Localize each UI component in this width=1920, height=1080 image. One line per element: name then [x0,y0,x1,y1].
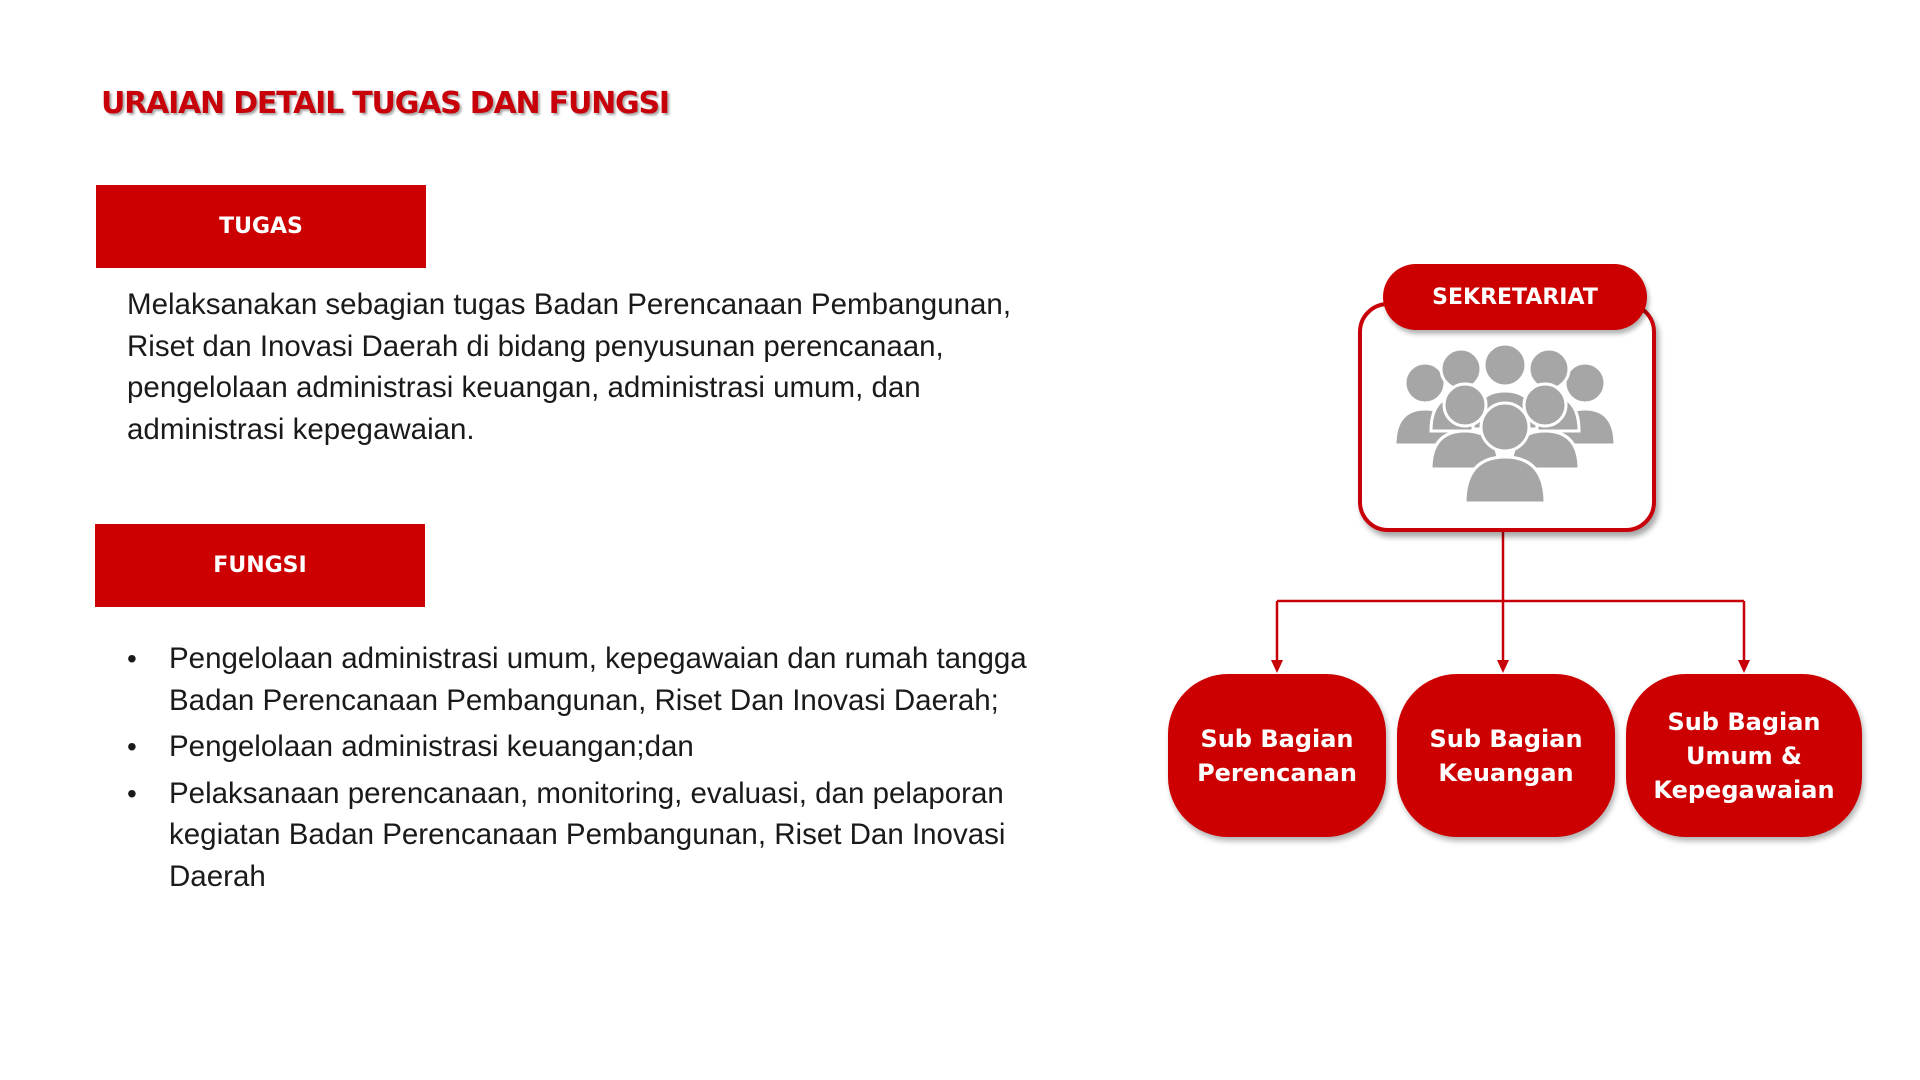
sub-bagian-umum-kepegawaian: Sub Bagian Umum & Kepegawaian [1626,674,1862,837]
fungsi-item: • Pelaksanaan perencanaan, monitoring, evaluasi, dan pelaporan kegiatan Badan Perencanaan Pembangunan, Riset Dan Inovasi Daerah [127,773,1087,898]
tugas-header: TUGAS [96,185,426,268]
arrow-center [1497,660,1509,673]
fungsi-header: FUNGSI [95,524,425,607]
people-group-icon [1395,345,1615,505]
fungsi-item: • Pengelolaan administrasi keuangan;dan [127,726,1087,768]
sekretariat-label: SEKRETARIAT [1383,264,1647,330]
sub-bagian-perencanan: Sub Bagian Perencanan [1168,674,1386,837]
page-title: URAIAN DETAIL TUGAS DAN FUNGSI [101,86,669,121]
arrow-right [1738,660,1750,673]
fungsi-item: • Pengelolaan administrasi umum, kepegawaian dan rumah tangga Badan Perencanaan Pembangunan, Riset Dan Inovasi Daerah; [127,638,1087,721]
arrow-left [1271,660,1283,673]
sub-bagian-keuangan: Sub Bagian Keuangan [1397,674,1615,837]
tugas-description: Melaksanakan sebagian tugas Badan Perencanaan Pembangunan, Riset dan Inovasi Daerah di bidang penyusunan perencanaan, pengelolaan administrasi keuangan, administrasi umum, dan administrasi kepegawaian. [127,288,1012,446]
